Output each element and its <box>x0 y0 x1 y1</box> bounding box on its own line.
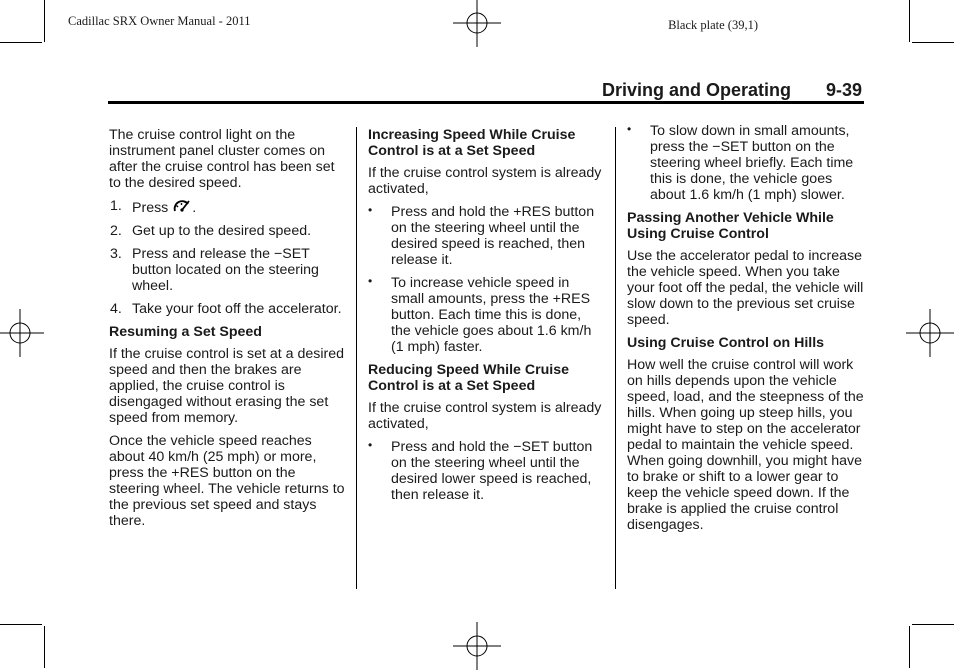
bullet-icon: • <box>368 203 373 217</box>
section-heading: Using Cruise Control on Hills <box>627 335 825 351</box>
bullet-icon: • <box>627 122 632 136</box>
step-number: 4. <box>110 301 122 317</box>
body-paragraph: If the cruise control system is already activated, <box>368 165 602 197</box>
bullet-text: Press and hold the −SET button on the steering wheel until the desired lower speed is reached, then release it. <box>391 439 593 503</box>
crop-mark <box>0 624 42 625</box>
column-2 <box>368 127 604 510</box>
body-paragraph: If the cruise control is set at a desired speed and then the brakes are applied, the cruise control is disengaged without erasing the set speed from memory. <box>109 346 344 426</box>
header-rule <box>108 101 864 104</box>
section-heading: Resuming a Set Speed <box>109 324 262 340</box>
section-heading: Passing Another Vehicle While Using Cruise Control <box>627 210 834 242</box>
step-number: 2. <box>110 223 122 239</box>
bullet-icon: • <box>368 274 373 288</box>
registration-mark-icon <box>0 309 44 357</box>
bullet-text: Press and hold the +RES button on the steering wheel until the desired speed is reached, then release it. <box>391 204 595 268</box>
list-item <box>368 204 604 268</box>
step-text: Take your foot off the accelerator. <box>132 301 342 317</box>
body-paragraph: If the cruise control system is already activated, <box>368 400 602 432</box>
bullet-list <box>368 204 604 355</box>
section-heading: Increasing Speed While Cruise Control is at a Set Speed <box>368 127 576 159</box>
crop-mark <box>912 42 954 43</box>
bullet-text: To slow down in small amounts, press the −SET button on the steering wheel briefly. Each time this is done, the vehicle goes about 1.6 km/h (1 mph) slower. <box>650 123 854 203</box>
section-title: Driving and Operating <box>602 80 792 100</box>
bullet-list <box>368 439 604 503</box>
column-divider <box>615 127 616 589</box>
plate-label: Black plate (39,1) <box>668 18 758 32</box>
list-item <box>109 246 347 294</box>
column-3 <box>627 123 864 540</box>
crop-mark <box>909 626 910 668</box>
body-paragraph: How well the cruise control will work on hills depends upon the vehicle speed, load, and the steepness of the hills. When going up steep hills, you might have to step on the accelerator pedal to maintain the vehicle speed. When going downhill, you might have to brake or shift to a lower gear to keep the vehicle speed down. If the brake is applied the cruise control disengages. <box>627 357 864 533</box>
crop-mark <box>44 0 45 42</box>
step-text: Get up to the desired speed. <box>132 223 312 239</box>
intro-paragraph: The cruise control light on the instrument panel cluster comes on after the cruise control has been set to the desired speed. <box>109 127 335 191</box>
body-paragraph: Use the accelerator pedal to increase the vehicle speed. When you take your foot off the pedal, the vehicle will slow down to the previous set cruise speed. <box>627 248 864 328</box>
column-divider <box>356 127 357 589</box>
bullet-icon: • <box>368 438 373 452</box>
crop-mark <box>909 0 910 42</box>
page-number: 9-39 <box>826 80 863 100</box>
bullet-list <box>627 123 864 203</box>
crop-mark <box>912 624 954 625</box>
list-item <box>109 301 347 317</box>
bullet-text: To increase vehicle speed in small amounts, press the +RES button. Each time this is done, the vehicle goes about 1.6 km/h (1 mph) faster. <box>391 275 592 355</box>
registration-mark-icon <box>453 622 501 670</box>
step-text: Press <box>132 200 169 216</box>
column-1 <box>109 127 347 536</box>
list-item <box>368 275 604 355</box>
step-number: 1. <box>110 198 122 214</box>
list-item <box>109 198 347 216</box>
step-number: 3. <box>110 246 122 262</box>
registration-mark-icon <box>453 0 501 47</box>
list-item <box>368 439 604 503</box>
section-heading: Reducing Speed While Cruise Control is at a Set Speed <box>368 362 570 394</box>
crop-mark <box>44 626 45 668</box>
registration-mark-icon <box>906 309 954 357</box>
manual-title: Cadillac SRX Owner Manual - 2011 <box>68 14 251 28</box>
steps-list <box>109 198 347 317</box>
list-item <box>627 123 864 203</box>
cruise-control-icon <box>172 198 192 214</box>
list-item <box>109 223 347 239</box>
step-text: Press and release the −SET button located on the steering wheel. <box>132 246 319 294</box>
crop-mark <box>0 42 42 43</box>
step-text-suffix: . <box>192 200 197 216</box>
body-paragraph: Once the vehicle speed reaches about 40 km/h (25 mph) or more, press the +RES button on the steering wheel. The vehicle returns to the previous set speed and stays there. <box>109 433 345 529</box>
